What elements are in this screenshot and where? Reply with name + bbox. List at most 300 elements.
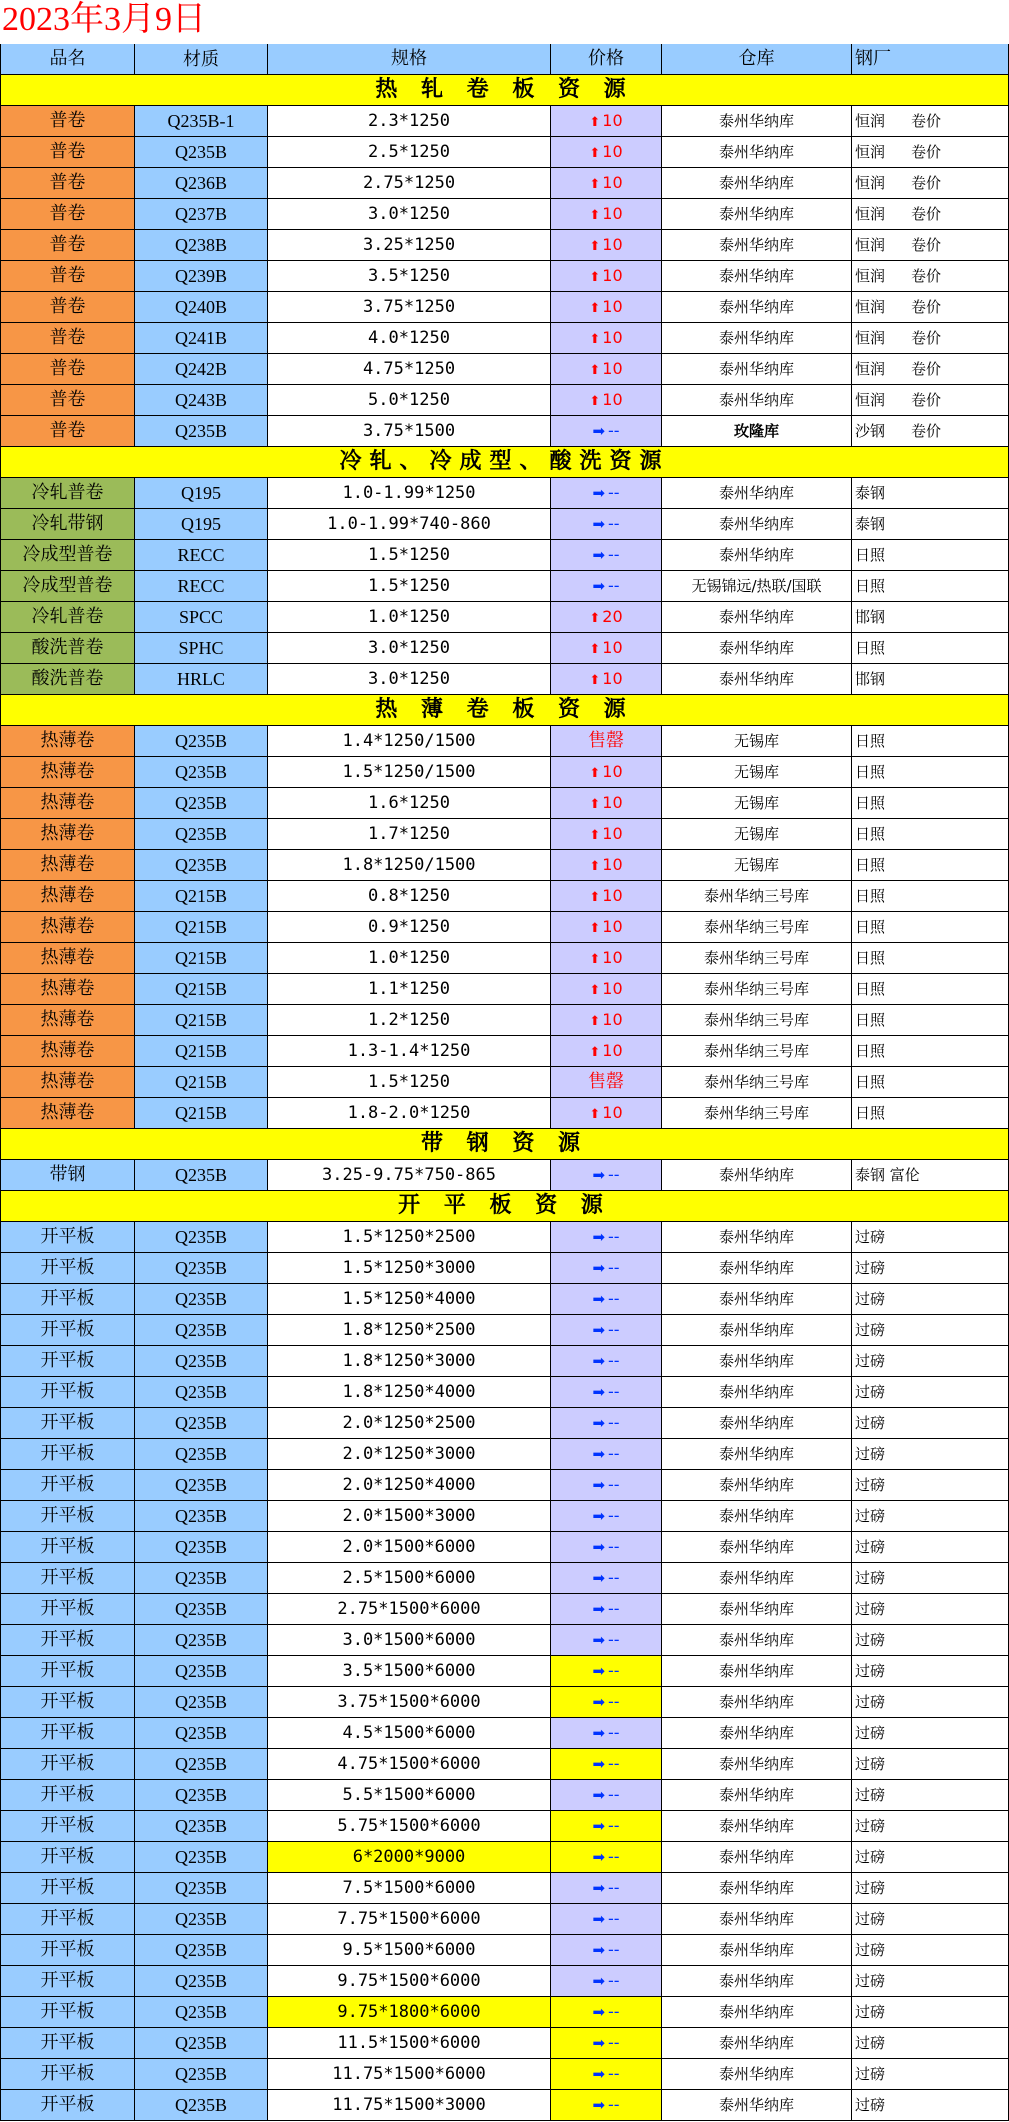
material-cell: Q235B: [135, 757, 268, 788]
material-cell: Q243B: [135, 385, 268, 416]
mill-cell: [852, 1439, 1009, 1470]
price-value: --: [608, 1692, 620, 1711]
price-cell: [551, 478, 662, 509]
arrow-up-icon: ⬆: [589, 859, 601, 874]
arrow-right-icon: ➡: [592, 1321, 606, 1339]
price-value: 10: [602, 173, 623, 192]
price-cell: [551, 2028, 662, 2059]
table-row: [0, 137, 1009, 168]
price-cell: [551, 2090, 662, 2121]
price-cell: [551, 1656, 662, 1687]
arrow-right-icon: ➡: [592, 2003, 606, 2021]
price-cell: [551, 261, 662, 292]
price-basis: 卷价: [911, 205, 942, 223]
price-value: --: [608, 2095, 620, 2114]
mill-cell: [852, 1625, 1009, 1656]
spec-cell: 2.5*1250: [268, 137, 551, 168]
warehouse-cell: 泰州华纳库: [662, 1873, 852, 1904]
spec-cell: 9.75*1800*6000: [268, 1997, 551, 2028]
price-cell: [551, 943, 662, 974]
spec-cell: 3.25*1250: [268, 230, 551, 261]
mill-name: 日照: [855, 980, 886, 998]
arrow-up-icon: ⬆: [589, 797, 601, 812]
price-cell: [551, 1966, 662, 1997]
mill-cell: [852, 416, 1009, 447]
price-cell: [551, 1253, 662, 1284]
mill-name: 过磅: [855, 1569, 886, 1587]
warehouse-cell: 泰州华纳库: [662, 1966, 852, 1997]
spec-cell: 2.0*1250*4000: [268, 1470, 551, 1501]
mill-cell: [852, 1315, 1009, 1346]
price-cell: [551, 323, 662, 354]
arrow-right-icon: ➡: [592, 1786, 606, 1804]
mill-name: 过磅: [855, 1321, 886, 1339]
material-cell: Q235B: [135, 1935, 268, 1966]
mill-cell: [852, 540, 1009, 571]
price-basis: 卷价: [911, 112, 942, 130]
spec-cell: 5.5*1500*6000: [268, 1780, 551, 1811]
price-value: --: [608, 1878, 620, 1897]
table-row: [0, 1315, 1009, 1346]
column-header-mill: 钢厂: [852, 44, 1009, 75]
warehouse-cell: 泰州华纳库: [662, 1594, 852, 1625]
spec-cell: 3.0*1250: [268, 199, 551, 230]
spec-cell: 2.0*1500*6000: [268, 1532, 551, 1563]
material-cell: Q235B: [135, 1997, 268, 2028]
material-cell: HRLC: [135, 664, 268, 695]
arrow-right-icon: ➡: [592, 1631, 606, 1649]
mill-cell: [852, 385, 1009, 416]
spec-cell: 3.0*1250: [268, 664, 551, 695]
spec-cell: 2.3*1250: [268, 106, 551, 137]
price-value: --: [608, 1816, 620, 1835]
price-cell: [551, 1470, 662, 1501]
price-value: --: [608, 1630, 620, 1649]
warehouse-cell: 泰州华纳库: [662, 1749, 852, 1780]
material-cell: Q215B: [135, 1067, 268, 1098]
spec-cell: 1.3-1.4*1250: [268, 1036, 551, 1067]
price-value: 10: [602, 1103, 623, 1122]
mill-cell: [852, 1377, 1009, 1408]
price-basis: 卷价: [911, 391, 942, 409]
table-row: [0, 354, 1009, 385]
material-cell: Q235B: [135, 1253, 268, 1284]
spec-cell: 1.1*1250: [268, 974, 551, 1005]
product-name-cell: 酸洗普卷: [0, 633, 135, 664]
product-name-cell: 开平板: [0, 1377, 135, 1408]
product-name-cell: 普卷: [0, 323, 135, 354]
warehouse-cell: 泰州华纳库: [662, 1439, 852, 1470]
warehouse-cell: 泰州华纳库: [662, 664, 852, 695]
table-row: [0, 1594, 1009, 1625]
price-value: --: [608, 1506, 620, 1525]
material-cell: Q235B: [135, 137, 268, 168]
price-cell: [551, 1098, 662, 1129]
product-name-cell: 开平板: [0, 1811, 135, 1842]
mill-cell: [852, 1687, 1009, 1718]
product-name-cell: 开平板: [0, 1718, 135, 1749]
mill-cell: [852, 1749, 1009, 1780]
material-cell: Q235B-1: [135, 106, 268, 137]
spec-cell: 4.75*1250: [268, 354, 551, 385]
arrow-up-icon: ⬆: [589, 921, 601, 936]
product-name-cell: 热薄卷: [0, 943, 135, 974]
warehouse-cell: 泰州华纳库: [662, 292, 852, 323]
price-cell: [551, 1842, 662, 1873]
arrow-right-icon: ➡: [592, 515, 606, 533]
table-row: [0, 943, 1009, 974]
product-name-cell: 热薄卷: [0, 881, 135, 912]
mill-name: 过磅: [855, 1786, 886, 1804]
price-cell: [551, 199, 662, 230]
product-name-cell: 开平板: [0, 1408, 135, 1439]
mill-cell: [852, 1656, 1009, 1687]
product-name-cell: 开平板: [0, 1284, 135, 1315]
table-row: [0, 1749, 1009, 1780]
material-cell: Q235B: [135, 819, 268, 850]
product-name-cell: 开平板: [0, 2090, 135, 2121]
table-row: [0, 1656, 1009, 1687]
price-cell: [551, 1036, 662, 1067]
price-value: --: [608, 1320, 620, 1339]
mill-cell: [852, 850, 1009, 881]
product-name-cell: 开平板: [0, 1842, 135, 1873]
arrow-right-icon: ➡: [592, 1755, 606, 1773]
warehouse-cell: 泰州华纳三号库: [662, 1005, 852, 1036]
product-name-cell: 开平板: [0, 1687, 135, 1718]
arrow-right-icon: ➡: [592, 1693, 606, 1711]
mill-name: 日照: [855, 763, 886, 781]
mill-name: 恒润: [855, 112, 886, 130]
arrow-up-icon: ⬆: [589, 611, 601, 626]
price-cell: [551, 1005, 662, 1036]
table-row: [0, 1997, 1009, 2028]
spec-cell: 3.75*1250: [268, 292, 551, 323]
table-row: [0, 1532, 1009, 1563]
arrow-up-icon: ⬆: [589, 952, 601, 967]
material-cell: Q215B: [135, 1098, 268, 1129]
mill-name: 恒润: [855, 205, 886, 223]
price-value: --: [608, 1971, 620, 1990]
mill-cell: [852, 199, 1009, 230]
spec-cell: 3.25-9.75*750-865: [268, 1160, 551, 1191]
arrow-right-icon: ➡: [592, 1166, 606, 1184]
mill-name: 恒润: [855, 143, 886, 161]
price-cell: [551, 2059, 662, 2090]
price-value: 10: [602, 948, 623, 967]
spec-cell: 2.0*1500*3000: [268, 1501, 551, 1532]
price-value: --: [608, 1661, 620, 1680]
table-row: [0, 199, 1009, 230]
spec-cell: 4.75*1500*6000: [268, 1749, 551, 1780]
mill-cell: [852, 1160, 1009, 1191]
mill-name: 恒润: [855, 360, 886, 378]
mill-cell: [852, 1966, 1009, 1997]
warehouse-cell: 泰州华纳库: [662, 1935, 852, 1966]
table-row: [0, 819, 1009, 850]
product-name-cell: 开平板: [0, 1501, 135, 1532]
warehouse-cell: 无锡库: [662, 850, 852, 881]
section-title: 带 钢 资 源: [0, 1129, 1009, 1160]
spec-cell: 3.75*1500: [268, 416, 551, 447]
price-value: 10: [602, 297, 623, 316]
warehouse-cell: 泰州华纳库: [662, 540, 852, 571]
product-name-cell: 开平板: [0, 1470, 135, 1501]
product-name-cell: 冷成型普卷: [0, 540, 135, 571]
table-row: [0, 1036, 1009, 1067]
spec-cell: 3.5*1500*6000: [268, 1656, 551, 1687]
material-cell: Q235B: [135, 1625, 268, 1656]
price-value: 10: [602, 855, 623, 874]
product-name-cell: 开平板: [0, 1563, 135, 1594]
price-cell: [551, 664, 662, 695]
arrow-up-icon: ⬆: [589, 890, 601, 905]
mill-cell: [852, 912, 1009, 943]
table-row: [0, 478, 1009, 509]
warehouse-cell: 泰州华纳库: [662, 1501, 852, 1532]
page-title: 2023年3月9日: [2, 1, 206, 38]
spec-cell: 11.5*1500*6000: [268, 2028, 551, 2059]
price-value: 10: [602, 204, 623, 223]
warehouse-cell: 泰州华纳库: [662, 1780, 852, 1811]
material-cell: Q215B: [135, 1005, 268, 1036]
spec-cell: 1.0*1250: [268, 943, 551, 974]
mill-name: 过磅: [855, 2034, 886, 2052]
arrow-right-icon: ➡: [592, 1507, 606, 1525]
spec-cell: 1.5*1250: [268, 1067, 551, 1098]
mill-name: 过磅: [855, 1228, 886, 1246]
table-row: [0, 1346, 1009, 1377]
warehouse-cell: 泰州华纳库: [662, 1315, 852, 1346]
price-value: --: [608, 2033, 620, 2052]
product-name-cell: 开平板: [0, 1935, 135, 1966]
mill-name: 过磅: [855, 1383, 886, 1401]
table-row: [0, 1067, 1009, 1098]
table-row: [0, 1780, 1009, 1811]
price-value: --: [608, 2002, 620, 2021]
price-value: --: [608, 1754, 620, 1773]
mill-name: 过磅: [855, 1259, 886, 1277]
material-cell: Q236B: [135, 168, 268, 199]
arrow-up-icon: ⬆: [589, 208, 601, 223]
material-cell: Q235B: [135, 2028, 268, 2059]
section-header-row: [0, 75, 1009, 106]
table-row: [0, 1160, 1009, 1191]
table-row: [0, 1470, 1009, 1501]
mill-name: 过磅: [855, 1662, 886, 1680]
material-cell: Q235B: [135, 1501, 268, 1532]
warehouse-cell: 玫隆库: [662, 416, 852, 447]
table-row: [0, 664, 1009, 695]
table-row: [0, 1377, 1009, 1408]
warehouse-cell: 无锡库: [662, 819, 852, 850]
product-name-cell: 开平板: [0, 1873, 135, 1904]
price-value: 10: [602, 390, 623, 409]
mill-cell: [852, 1346, 1009, 1377]
spec-cell: 0.8*1250: [268, 881, 551, 912]
product-name-cell: 热薄卷: [0, 1067, 135, 1098]
mill-cell: [852, 1873, 1009, 1904]
arrow-right-icon: ➡: [592, 1476, 606, 1494]
material-cell: Q238B: [135, 230, 268, 261]
arrow-right-icon: ➡: [592, 2034, 606, 2052]
price-value: --: [608, 1568, 620, 1587]
material-cell: Q235B: [135, 1687, 268, 1718]
warehouse-cell: 泰州华纳库: [662, 106, 852, 137]
price-cell: [551, 757, 662, 788]
warehouse-cell: 泰州华纳库: [662, 1284, 852, 1315]
price-value: 10: [602, 1010, 623, 1029]
arrow-up-icon: ⬆: [589, 394, 601, 409]
table-row: [0, 416, 1009, 447]
spec-cell: 1.0-1.99*740-860: [268, 509, 551, 540]
mill-name: 恒润: [855, 391, 886, 409]
table-row: [0, 1873, 1009, 1904]
warehouse-cell: 泰州华纳库: [662, 1997, 852, 2028]
material-cell: Q215B: [135, 1036, 268, 1067]
mill-name: 日照: [855, 639, 886, 657]
price-value: --: [608, 483, 620, 502]
arrow-up-icon: ⬆: [589, 332, 601, 347]
material-cell: RECC: [135, 571, 268, 602]
price-basis: 卷价: [911, 422, 942, 440]
mill-name: 日照: [855, 546, 886, 564]
spec-cell: 1.5*1250: [268, 540, 551, 571]
table-row: [0, 1098, 1009, 1129]
material-cell: Q235B: [135, 1749, 268, 1780]
price-value: 10: [602, 979, 623, 998]
table-row: [0, 1222, 1009, 1253]
price-cell: [551, 1067, 662, 1098]
warehouse-cell: 泰州华纳库: [662, 1253, 852, 1284]
table-row: [0, 1284, 1009, 1315]
material-cell: Q235B: [135, 1439, 268, 1470]
mill-cell: [852, 664, 1009, 695]
arrow-right-icon: ➡: [592, 1538, 606, 1556]
warehouse-cell: 泰州华纳三号库: [662, 943, 852, 974]
price-basis: 卷价: [911, 329, 942, 347]
warehouse-cell: 泰州华纳库: [662, 1222, 852, 1253]
table-row: [0, 385, 1009, 416]
arrow-right-icon: ➡: [592, 1879, 606, 1897]
product-name-cell: 开平板: [0, 1625, 135, 1656]
section-title: 热 薄 卷 板 资 源: [0, 695, 1009, 726]
price-cell: [551, 571, 662, 602]
product-name-cell: 冷轧普卷: [0, 602, 135, 633]
price-cell: [551, 1408, 662, 1439]
material-cell: Q241B: [135, 323, 268, 354]
table-row: [0, 292, 1009, 323]
mill-cell: [852, 478, 1009, 509]
mill-cell: [852, 1718, 1009, 1749]
mill-name: 恒润: [855, 329, 886, 347]
price-value: 售罄: [588, 1071, 624, 1092]
product-name-cell: 普卷: [0, 137, 135, 168]
warehouse-cell: 泰州华纳三号库: [662, 1067, 852, 1098]
arrow-up-icon: ⬆: [589, 642, 601, 657]
warehouse-cell: 泰州华纳库: [662, 1656, 852, 1687]
mill-name: 沙钢: [855, 422, 886, 440]
price-cell: [551, 1346, 662, 1377]
mill-cell: [852, 230, 1009, 261]
mill-cell: [852, 1005, 1009, 1036]
warehouse-cell: 泰州华纳库: [662, 509, 852, 540]
mill-name: 日照: [855, 1104, 886, 1122]
mill-name: 日照: [855, 1042, 886, 1060]
table-row: [0, 1718, 1009, 1749]
price-cell: [551, 354, 662, 385]
spec-cell: 1.8*1250/1500: [268, 850, 551, 881]
warehouse-cell: 泰州华纳库: [662, 1625, 852, 1656]
mill-cell: [852, 1935, 1009, 1966]
mill-cell: [852, 1222, 1009, 1253]
warehouse-cell: 泰州华纳库: [662, 1842, 852, 1873]
price-cell: [551, 1532, 662, 1563]
table-row: [0, 1439, 1009, 1470]
product-name-cell: 开平板: [0, 1656, 135, 1687]
price-value: 10: [602, 359, 623, 378]
price-value: 售罄: [588, 730, 624, 751]
mill-name: 过磅: [855, 2065, 886, 2083]
spec-cell: 9.5*1500*6000: [268, 1935, 551, 1966]
material-cell: Q235B: [135, 1656, 268, 1687]
material-cell: Q235B: [135, 850, 268, 881]
price-value: --: [608, 421, 620, 440]
price-basis: 卷价: [911, 360, 942, 378]
product-name-cell: 普卷: [0, 354, 135, 385]
mill-cell: [852, 881, 1009, 912]
section-title: 冷轧、冷成型、酸洗资源: [0, 447, 1009, 478]
mill-name: 日照: [855, 1011, 886, 1029]
material-cell: Q235B: [135, 788, 268, 819]
warehouse-cell: 泰州华纳库: [662, 1811, 852, 1842]
table-row: [0, 1904, 1009, 1935]
mill-name: 过磅: [855, 1724, 886, 1742]
mill-name: 过磅: [855, 1879, 886, 1897]
price-value: 10: [602, 328, 623, 347]
price-value: --: [608, 1909, 620, 1928]
material-cell: Q235B: [135, 1842, 268, 1873]
warehouse-cell: 泰州华纳三号库: [662, 912, 852, 943]
table-row: [0, 540, 1009, 571]
mill-name: 过磅: [855, 1290, 886, 1308]
arrow-right-icon: ➡: [592, 2096, 606, 2114]
material-cell: Q235B: [135, 1780, 268, 1811]
price-cell: [551, 1873, 662, 1904]
material-cell: Q215B: [135, 974, 268, 1005]
mill-name: 过磅: [855, 1538, 886, 1556]
product-name-cell: 开平板: [0, 1532, 135, 1563]
spec-cell: 11.75*1500*6000: [268, 2059, 551, 2090]
warehouse-cell: 泰州华纳库: [662, 230, 852, 261]
mill-cell: [852, 1563, 1009, 1594]
spec-cell: 0.9*1250: [268, 912, 551, 943]
mill-name: 过磅: [855, 1910, 886, 1928]
arrow-up-icon: ⬆: [589, 828, 601, 843]
section-header-row: [0, 447, 1009, 478]
table-row: [0, 509, 1009, 540]
price-value: 10: [602, 235, 623, 254]
mill-name: 泰钢: [855, 515, 886, 533]
column-header-price: 价格: [551, 44, 662, 75]
mill-name: 恒润: [855, 267, 886, 285]
product-name-cell: 普卷: [0, 292, 135, 323]
price-cell: [551, 1563, 662, 1594]
mill-name: 日照: [855, 918, 886, 936]
spec-cell: 2.0*1250*2500: [268, 1408, 551, 1439]
mill-name: 日照: [855, 856, 886, 874]
mill-cell: [852, 757, 1009, 788]
